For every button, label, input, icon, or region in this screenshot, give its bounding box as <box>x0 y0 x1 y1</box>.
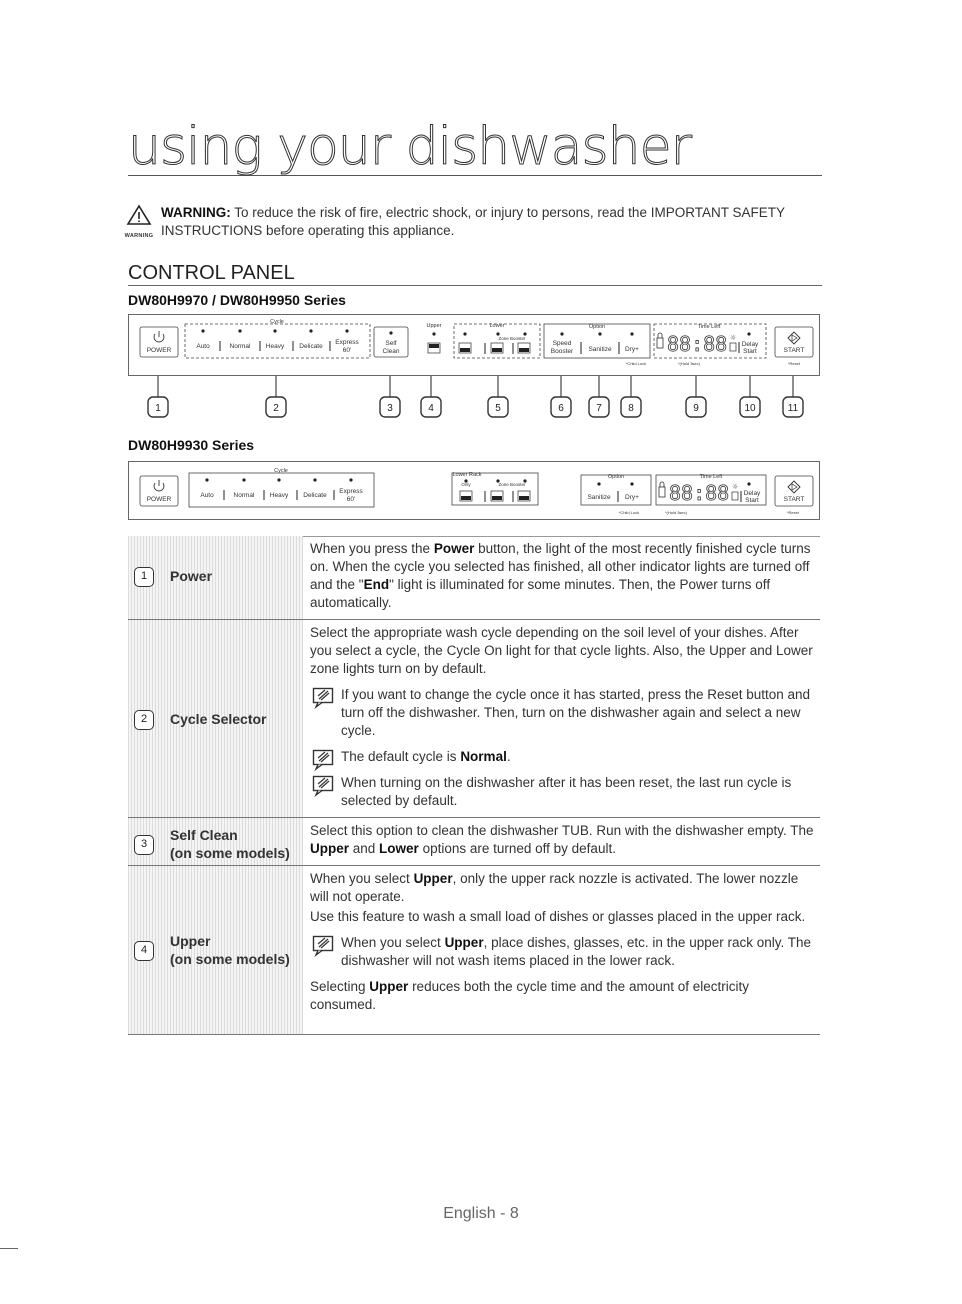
panel-b-lower-rack-icon-fill <box>461 496 471 500</box>
feature-description <box>310 870 814 1022</box>
panel-a-display-lock-icon <box>657 338 663 348</box>
paragraph <box>310 870 814 906</box>
panel-a-power-label: POWER <box>146 347 172 354</box>
warning-label: WARNING: <box>161 205 231 220</box>
body-text: Select the appropriate wash cycle depending on the soil level of your dishes. After you select a cycle, the Cycle On light for that cycle lights. Also, the Upper and Lower zone lights turn on by default. <box>310 625 813 676</box>
body-text: When you select <box>310 871 414 886</box>
panel-a-self-clean-led <box>389 331 392 334</box>
callout-number: 8 <box>628 403 634 414</box>
callout-number: 5 <box>495 403 501 414</box>
panel-b-start-icon <box>788 481 800 493</box>
panel-b-display-digits: 88:88 <box>669 481 730 505</box>
body-text: and <box>349 841 380 856</box>
panel-a-option-label: Option <box>588 324 606 330</box>
emphasis-text: Upper <box>310 841 350 856</box>
feature-header-cell <box>128 536 303 619</box>
note-icon <box>312 749 336 776</box>
panel-b-cycle-led <box>277 478 280 481</box>
body-text: The default cycle is <box>341 749 461 764</box>
body-text: reduces both the cycle time and the amount of electricity consumed. <box>310 979 749 1012</box>
panel-b-cycle-led <box>313 478 316 481</box>
feature-number: 2 <box>134 710 154 730</box>
note-icon <box>312 775 336 802</box>
panel-a-start-label: START <box>783 347 805 354</box>
paragraph <box>310 978 814 1014</box>
feature-number: 3 <box>134 835 154 855</box>
body-text: Selecting <box>310 979 370 994</box>
panel-b-cycle-60: 60' <box>346 496 356 503</box>
panel-b-play-icon <box>792 484 797 490</box>
panel-a-cycle-normal: Normal <box>229 343 251 350</box>
feature-label <box>134 932 290 968</box>
panel-b-display-lock-icon <box>659 487 665 497</box>
warning-body: To reduce the risk of fire, electric shock, or injury to persons, read the IMPORTANT SAFETY INSTRUCTIONS before operating this appliance. <box>161 205 785 238</box>
warning-icon <box>120 204 158 245</box>
panel-a-child-lock-note: *Child Lock <box>625 361 647 366</box>
panel-b-start-label: START <box>783 496 805 503</box>
warning-icon-label: WARNING <box>124 233 154 239</box>
callout-number: 4 <box>428 403 434 414</box>
panel-a-reset-note: *Reset <box>787 361 801 366</box>
panel-a-cycle-delicate: Delicate <box>299 343 323 350</box>
panel-a-lower-rack-icon-fill <box>460 348 470 352</box>
callout-number: 9 <box>693 403 699 414</box>
control-panel-b-drawing <box>129 462 821 521</box>
feature-row <box>128 866 820 1035</box>
paragraph <box>310 540 814 612</box>
panel-a-start-icon <box>788 332 800 344</box>
panel-a-time-left-label: Time Left <box>697 324 721 330</box>
paragraph <box>310 822 814 858</box>
body-text: options are turned off by default. <box>418 841 616 856</box>
panel-a-option-led <box>630 332 633 335</box>
panel-b-display-lock-shackle <box>660 482 664 487</box>
panel-a-lower-right-icon-fill <box>519 348 529 352</box>
feature-label <box>134 826 290 862</box>
margin-mark <box>0 1248 18 1249</box>
panel-a-play-icon <box>792 335 797 341</box>
body-text: " light is illuminated for some minutes. Then, the Power turns off automatically. <box>310 577 771 610</box>
note-paragraph <box>310 774 814 810</box>
panel-a-display-lock-shackle <box>658 333 662 338</box>
panel-b-option-led <box>597 482 600 485</box>
note-paragraph <box>310 748 814 766</box>
control-panel-heading: CONTROL PANEL <box>128 262 822 286</box>
panel-b-lower-rack-label: Lower Rack <box>452 472 482 478</box>
panel-b-dry-label: Dry+ <box>625 494 639 501</box>
feature-header-cell <box>128 620 303 817</box>
feature-number: 4 <box>134 941 154 961</box>
page-footer: English - 8 <box>443 1205 519 1222</box>
panel-a-cycle-60: 60' <box>342 347 352 354</box>
emphasis-text: Power <box>433 541 475 556</box>
feature-header-cell <box>128 818 303 865</box>
feature-header-cell <box>128 866 303 1034</box>
panel-b-option-label: Option <box>607 474 625 480</box>
panel-a-display-battery-icon <box>730 343 736 351</box>
panel-b-reset-note: *Reset <box>786 510 800 515</box>
panel-b-cycle-normal: Normal <box>233 492 255 499</box>
emphasis-text: End <box>363 577 390 592</box>
table-top-rule <box>303 536 820 537</box>
panel-a-cycle-label: Cycle <box>270 319 284 325</box>
panel-b-cycle-led <box>242 478 245 481</box>
panel-b-cycle-led <box>205 478 208 481</box>
emphasis-text: Upper <box>413 871 453 886</box>
feature-description <box>310 822 814 866</box>
panel-a-self-label: Self <box>385 340 397 347</box>
note-icon <box>312 935 336 962</box>
body-text: Use this feature to wash a small load of dishes or glasses placed in the upper rack. <box>310 909 806 924</box>
callout-number: 2 <box>273 403 279 414</box>
panel-b-only-label: Only <box>461 482 471 487</box>
panel-b-option-led <box>630 482 633 485</box>
callout-number: 6 <box>558 403 564 414</box>
panel-a-delay-led <box>747 332 750 335</box>
panel-a-sanitize-label: Sanitize <box>588 346 612 353</box>
panel-b-display-start-word: Start <box>745 497 759 504</box>
panel-a-speed-label: Speed <box>552 340 572 347</box>
panel-b-child-lock-note: *Child Lock <box>618 510 640 515</box>
body-text: button, the light of the most recently finished cycle turns on. When the cycle you selected has finished, all other indicator lights are turned off and the " <box>310 541 811 592</box>
panel-a-upper-led <box>432 332 435 335</box>
emphasis-text: Upper <box>444 935 484 950</box>
panel-a-zone-booster-label: Zone Booster <box>498 336 526 341</box>
panel-a-display-sun-icon: ☼ <box>730 334 737 342</box>
panel-b-zone-booster-label: Zone Booster <box>498 482 526 487</box>
panel-a-display-start-word: Start <box>743 348 757 355</box>
warning-text <box>161 204 816 240</box>
callout-numbers <box>128 376 820 422</box>
note-paragraph <box>310 934 814 970</box>
panel-a-upper-label: Upper <box>426 323 442 329</box>
panel-b-power-label: POWER <box>146 496 172 503</box>
panel-b-cycle-express: Express <box>339 488 363 495</box>
panel-b-sanitize-label: Sanitize <box>587 494 611 501</box>
panel-a-upper-rack-icon-fill <box>429 344 439 348</box>
feature-name: Upper (on some models) <box>170 933 290 967</box>
paragraph <box>310 624 814 678</box>
feature-name: Cycle Selector <box>170 711 267 727</box>
callout-number: 10 <box>744 403 756 414</box>
panel-b-cycle-label: Cycle <box>274 468 288 474</box>
feature-description <box>310 624 814 818</box>
panel-b-display-delay-label: Delay <box>743 490 761 497</box>
panel-a-cycle-express: Express <box>335 339 359 346</box>
feature-description <box>310 540 814 620</box>
panel-b-hold-note: *(Hold 3sec) <box>664 510 688 515</box>
panel-b-lower-right-icon-fill <box>519 496 529 500</box>
feature-label <box>134 567 212 587</box>
panel-a-lower-led <box>463 332 466 335</box>
panel-a-booster-label: Booster <box>550 348 574 355</box>
panel-b-cycle-delicate: Delicate <box>303 492 327 499</box>
series-b-heading: DW80H9930 Series <box>128 437 255 453</box>
note-icon <box>312 687 336 714</box>
panel-a-cycle-heavy: Heavy <box>265 343 285 350</box>
feature-row <box>128 536 820 620</box>
control-panel-b <box>128 461 820 520</box>
panel-b-cycle-led <box>349 478 352 481</box>
panel-a-cycle-led <box>309 329 312 332</box>
panel-a-display-digits: 88:88 <box>667 332 728 356</box>
control-panel-a <box>128 314 820 376</box>
panel-b-lower-left-icon-fill <box>492 496 502 500</box>
callout-number: 11 <box>787 403 799 414</box>
feature-row <box>128 620 820 818</box>
feature-row <box>128 818 820 866</box>
panel-a-cycle-led <box>345 329 348 332</box>
emphasis-text: Normal <box>460 749 507 764</box>
control-panel-a-drawing <box>129 315 821 377</box>
feature-number: 1 <box>134 567 154 587</box>
panel-a-option-led <box>560 332 563 335</box>
emphasis-text: Lower <box>379 841 419 856</box>
callout-number: 3 <box>387 403 393 414</box>
feature-name: Self Clean (on some models) <box>170 827 290 861</box>
panel-b-display-sun-icon: ☼ <box>732 483 739 491</box>
feature-label <box>134 710 267 730</box>
body-text: When you select <box>341 935 445 950</box>
body-text: . <box>506 749 511 764</box>
panel-a-option-led <box>598 332 601 335</box>
paragraph <box>310 908 814 926</box>
note-paragraph <box>310 686 814 740</box>
body-text: If you want to change the cycle once it has started, press the Reset button and turn off the dishwasher. Then, turn on the dishwasher again and select a new cycle. <box>341 687 811 738</box>
panel-a-cycle-led <box>273 329 276 332</box>
panel-a-hold-note: *(Hold 3sec) <box>677 361 701 366</box>
panel-b-cycle-heavy: Heavy <box>269 492 289 499</box>
panel-a-dry-label: Dry+ <box>625 346 639 353</box>
panel-a-display-delay-label: Delay <box>741 341 759 348</box>
body-text: , only the upper rack nozzle is activated. The lower nozzle will not operate. <box>310 871 799 904</box>
panel-a-cycle-auto: Auto <box>196 343 210 350</box>
body-text: When you press the <box>310 541 434 556</box>
page-title: using your dishwasher <box>128 118 822 176</box>
series-a-heading: DW80H9970 / DW80H9950 Series <box>128 292 346 308</box>
panel-b-display-battery-icon <box>732 492 738 500</box>
panel-a-cycle-led <box>238 329 241 332</box>
callout-number: 7 <box>596 403 602 414</box>
panel-b-time-left-label: Time Left <box>699 474 723 480</box>
feature-name: Power <box>170 568 213 584</box>
panel-b-cycle-auto: Auto <box>200 492 214 499</box>
body-text: Select this option to clean the dishwasher TUB. Run with the dishwasher empty. The <box>310 823 814 838</box>
emphasis-text: Upper <box>369 979 409 994</box>
body-text: , place dishes, glasses, etc. in the upper rack only. The dishwasher will not wash items placed in the lower rack. <box>341 935 812 968</box>
panel-a-lower-left-icon-fill <box>492 348 502 352</box>
panel-a-cycle-led <box>201 329 204 332</box>
panel-a-lower-label: Lower <box>489 323 505 329</box>
body-text: When turning on the dishwasher after it has been reset, the last run cycle is selected by default. <box>341 775 792 808</box>
panel-b-delay-led <box>747 482 750 485</box>
callout-number: 1 <box>155 403 161 414</box>
panel-a-clean-label: Clean <box>382 348 400 355</box>
